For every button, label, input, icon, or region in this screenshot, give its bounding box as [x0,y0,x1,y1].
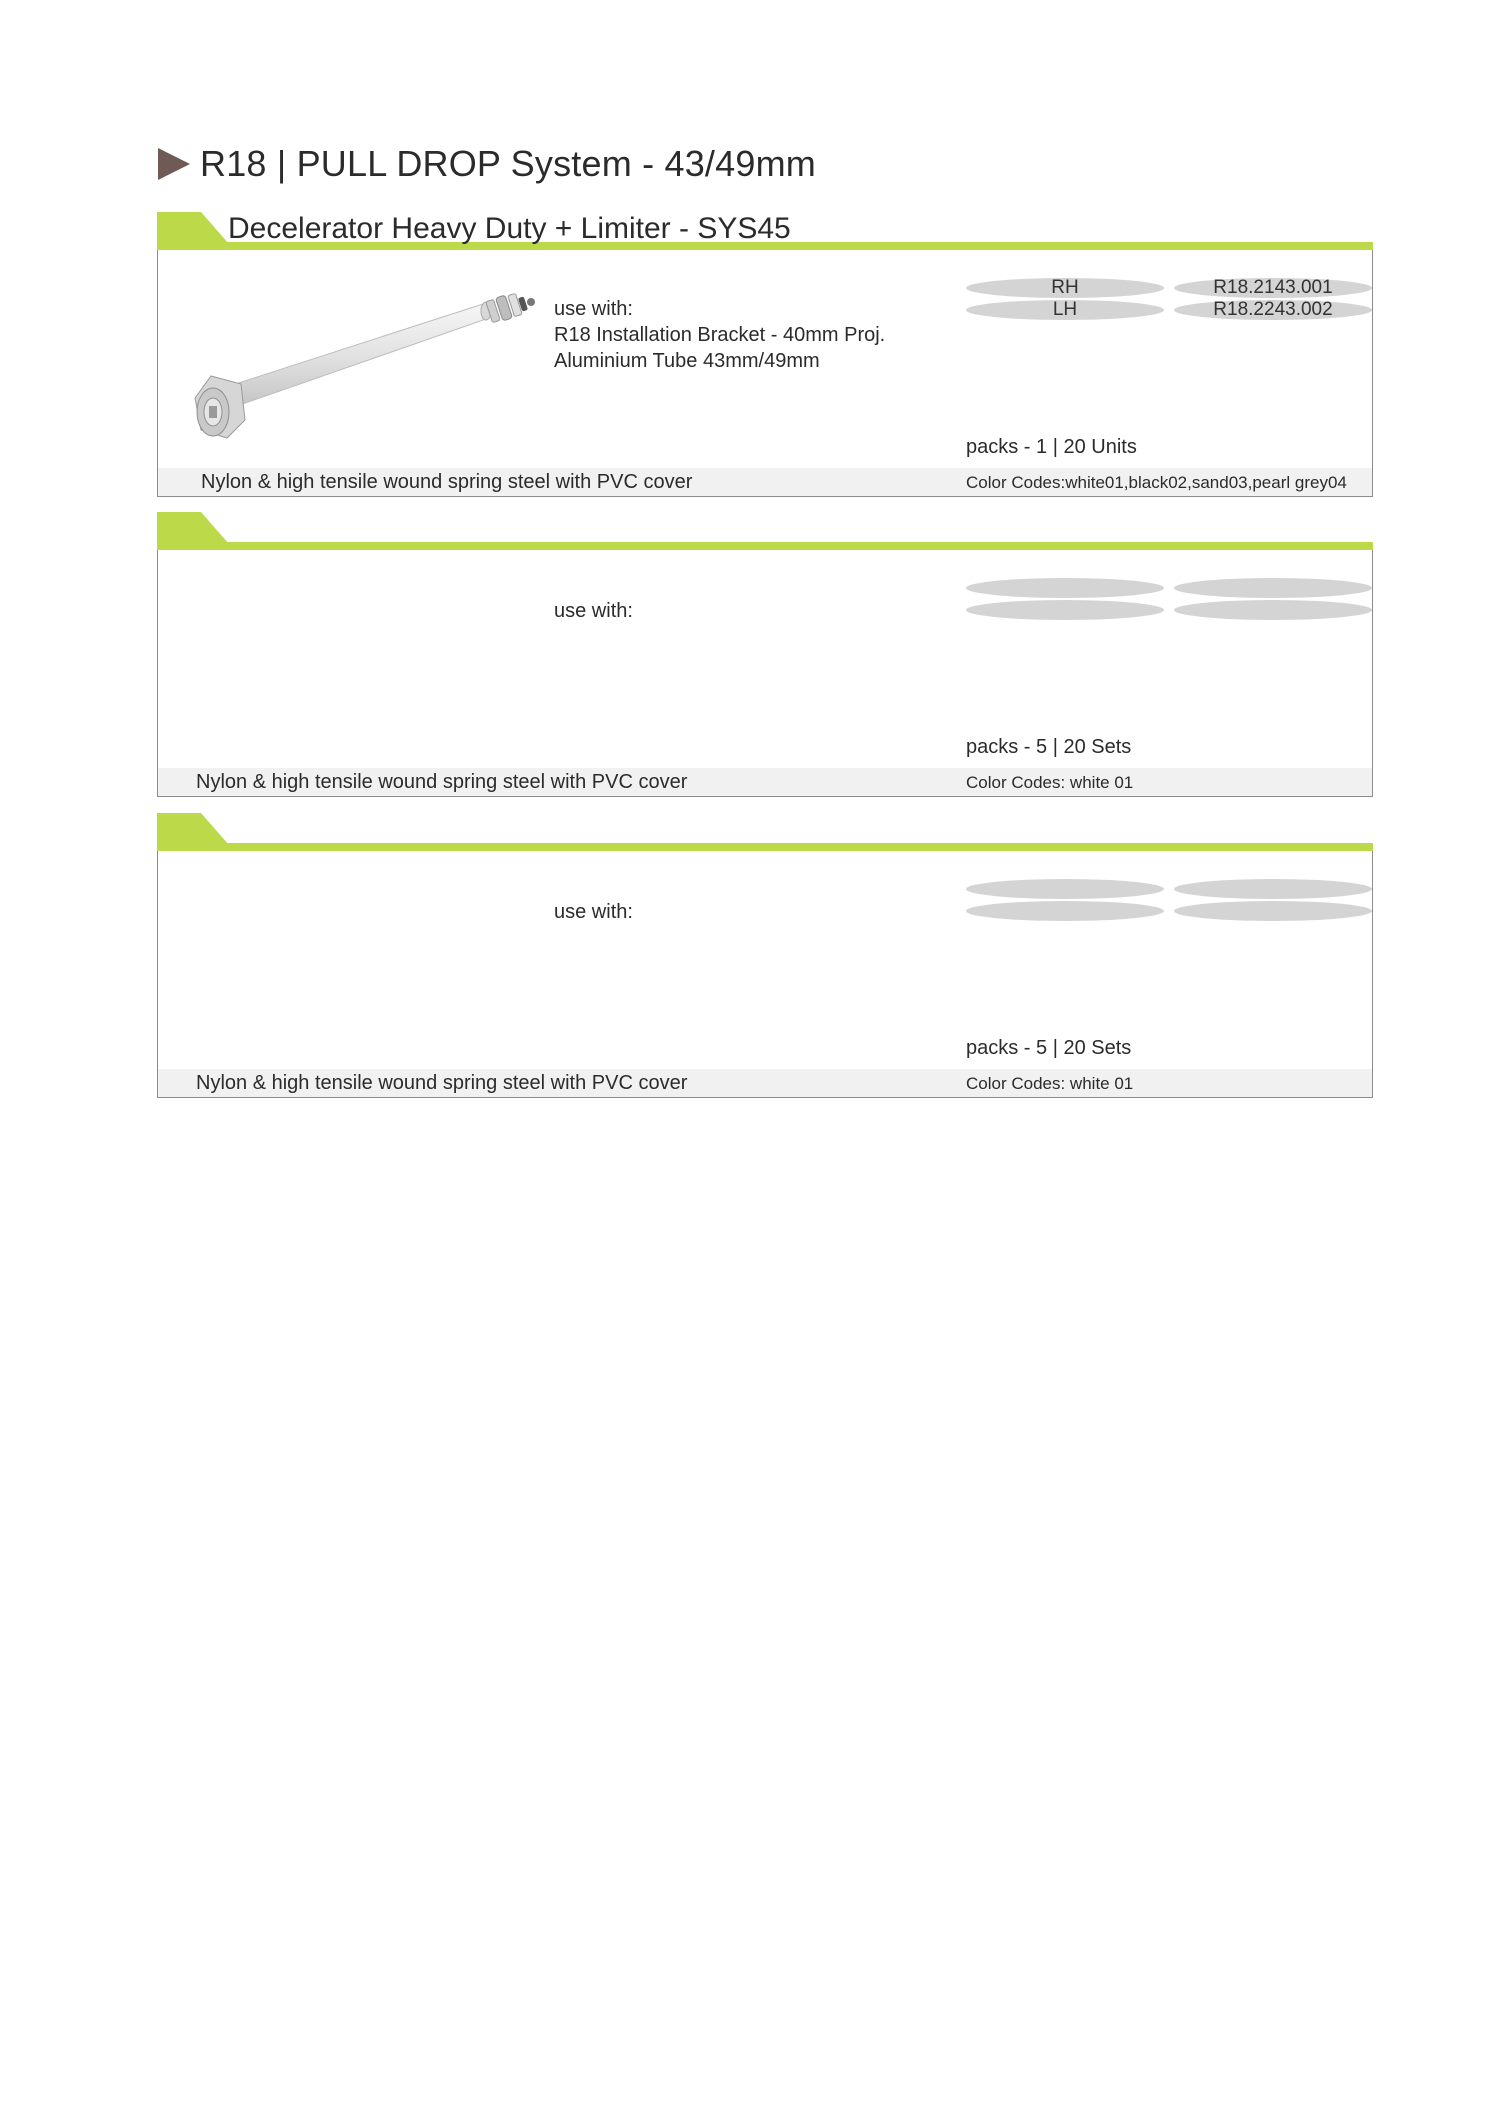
roller-tube-decelerator-icon [183,280,543,450]
variant-side-pill: RH [966,278,1164,298]
variant-code-pill: R18.2143.001 [1174,278,1372,298]
use-with-label: use with: [554,901,633,923]
product-section-3 [157,813,1373,1098]
use-with-item: Aluminium Tube 43mm/49mm [554,350,820,372]
variant-code-pill: R18.2243.002 [1174,300,1372,320]
product-box [157,851,1373,1098]
section-header [157,813,1373,851]
section-header-bar [157,542,1373,550]
variant-code-pill [1174,600,1372,620]
material-description: Nylon & high tensile wound spring steel with PVC cover [201,471,693,493]
material-description: Nylon & high tensile wound spring steel with PVC cover [196,1072,688,1094]
variant-side-pill [966,879,1164,899]
packs-info: packs - 5 | 20 Sets [966,736,1132,758]
section-heading: Decelerator Heavy Duty + Limiter - SYS45 [228,212,791,245]
section-footer [158,468,1372,496]
color-codes: Color Codes: white 01 [966,1074,1134,1093]
section-footer [158,1069,1372,1097]
page-title-text: R18 | PULL DROP System - 43/49mm [200,143,816,184]
packs-info: packs - 5 | 20 Sets [966,1037,1132,1059]
packs-info: packs - 1 | 20 Units [966,436,1137,458]
use-with-block [554,598,633,624]
product-box [157,550,1373,797]
material-description: Nylon & high tensile wound spring steel with PVC cover [196,771,688,793]
section-header [157,212,1373,250]
variant-side-pill: LH [966,300,1164,320]
color-codes: Color Codes: white 01 [966,773,1134,792]
variant-side-pill [966,600,1164,620]
use-with-block [554,899,633,925]
variant-side-pill [966,578,1164,598]
variant-code-pill [1174,879,1372,899]
use-with-label: use with: [554,298,633,320]
section-footer [158,768,1372,796]
variant-side-pill [966,901,1164,921]
section-header [157,512,1373,550]
variant-code-pill [1174,901,1372,921]
color-codes: Color Codes:white01,black02,sand03,pearl grey04 [966,473,1347,492]
product-box [157,250,1373,497]
use-with-label: use with: [554,600,633,622]
page-title [158,140,816,188]
product-section-2 [157,512,1373,797]
use-with-item: R18 Installation Bracket - 40mm Proj. [554,324,886,346]
use-with-block [554,296,885,374]
variant-code-pill [1174,578,1372,598]
section-header-bar [157,843,1373,851]
play-arrow-icon [158,148,190,180]
product-section-1 [157,212,1373,497]
